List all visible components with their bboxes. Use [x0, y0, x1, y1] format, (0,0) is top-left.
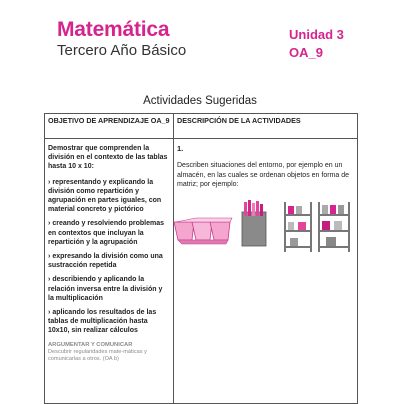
description-cell	[174, 139, 358, 404]
bullet-arrow-icon: ›	[48, 276, 51, 284]
argumentar-note	[48, 342, 170, 363]
objective-item	[48, 308, 170, 336]
table-header-row	[45, 114, 358, 139]
storage-illustrations	[172, 200, 352, 260]
grade-subtitle: Tercero Año Básico	[57, 42, 187, 59]
unit-label: Unidad 3	[289, 27, 344, 42]
objective-item-text: creando y resolviendo problemas en contextos que incluyan la repartición y la agrupación	[48, 220, 164, 246]
shelf-image	[284, 202, 312, 252]
box-of-items-image	[242, 200, 266, 246]
objective-item-text: describiendo y aplicando la relación inversa entre la división y la multiplicación	[48, 276, 163, 302]
argumentar-text: Descubrir regularidades mate-máticas y comunicarlas a otros. (OA b)	[48, 348, 147, 362]
objective-item	[48, 252, 170, 270]
table-row	[45, 139, 358, 404]
activity-description: Describen situaciones del entorno, por ejemplo en un almacén, en las cuales se ordenan objetos en forma de matriz; por ejemplo:	[177, 162, 349, 189]
objective-intro: Demostrar que comprenden la división en el contexto de las tablas hasta 10 x 10:	[48, 145, 168, 171]
activity-number: 1.	[177, 144, 184, 153]
objective-item-text: representando y explicando la división como repartición y agrupación en partes iguales, con material concreto y pictórico	[48, 178, 162, 214]
objective-item	[48, 178, 170, 215]
bullet-arrow-icon: ›	[48, 253, 51, 261]
pink-bins-image	[174, 218, 232, 244]
shelf-image	[318, 202, 350, 252]
subject-title: Matemática	[57, 18, 170, 41]
description-column-header: DESCRIPCIÓN DE LA ACTIVIDADES	[174, 114, 358, 139]
objective-cell	[45, 139, 174, 404]
objective-column-header: OBJETIVO DE APRENDIZAJE OA_9	[45, 114, 174, 139]
bullet-arrow-icon: ›	[48, 309, 51, 317]
bullet-arrow-icon: ›	[48, 178, 51, 186]
objective-item	[48, 275, 170, 303]
argumentar-title: ARGUMENTAR Y COMUNICAR	[48, 341, 133, 348]
objective-item-text: aplicando los resultados de las tablas de multiplicación hasta 10x10, sin realizar cálculos	[48, 309, 157, 335]
objective-item-text: expresando la división como una sustracción repetida	[48, 253, 163, 270]
objective-item	[48, 219, 170, 247]
bullet-arrow-icon: ›	[48, 220, 51, 228]
objective-code: OA_9	[289, 45, 323, 60]
section-title: Actividades Sugeridas	[143, 95, 257, 107]
